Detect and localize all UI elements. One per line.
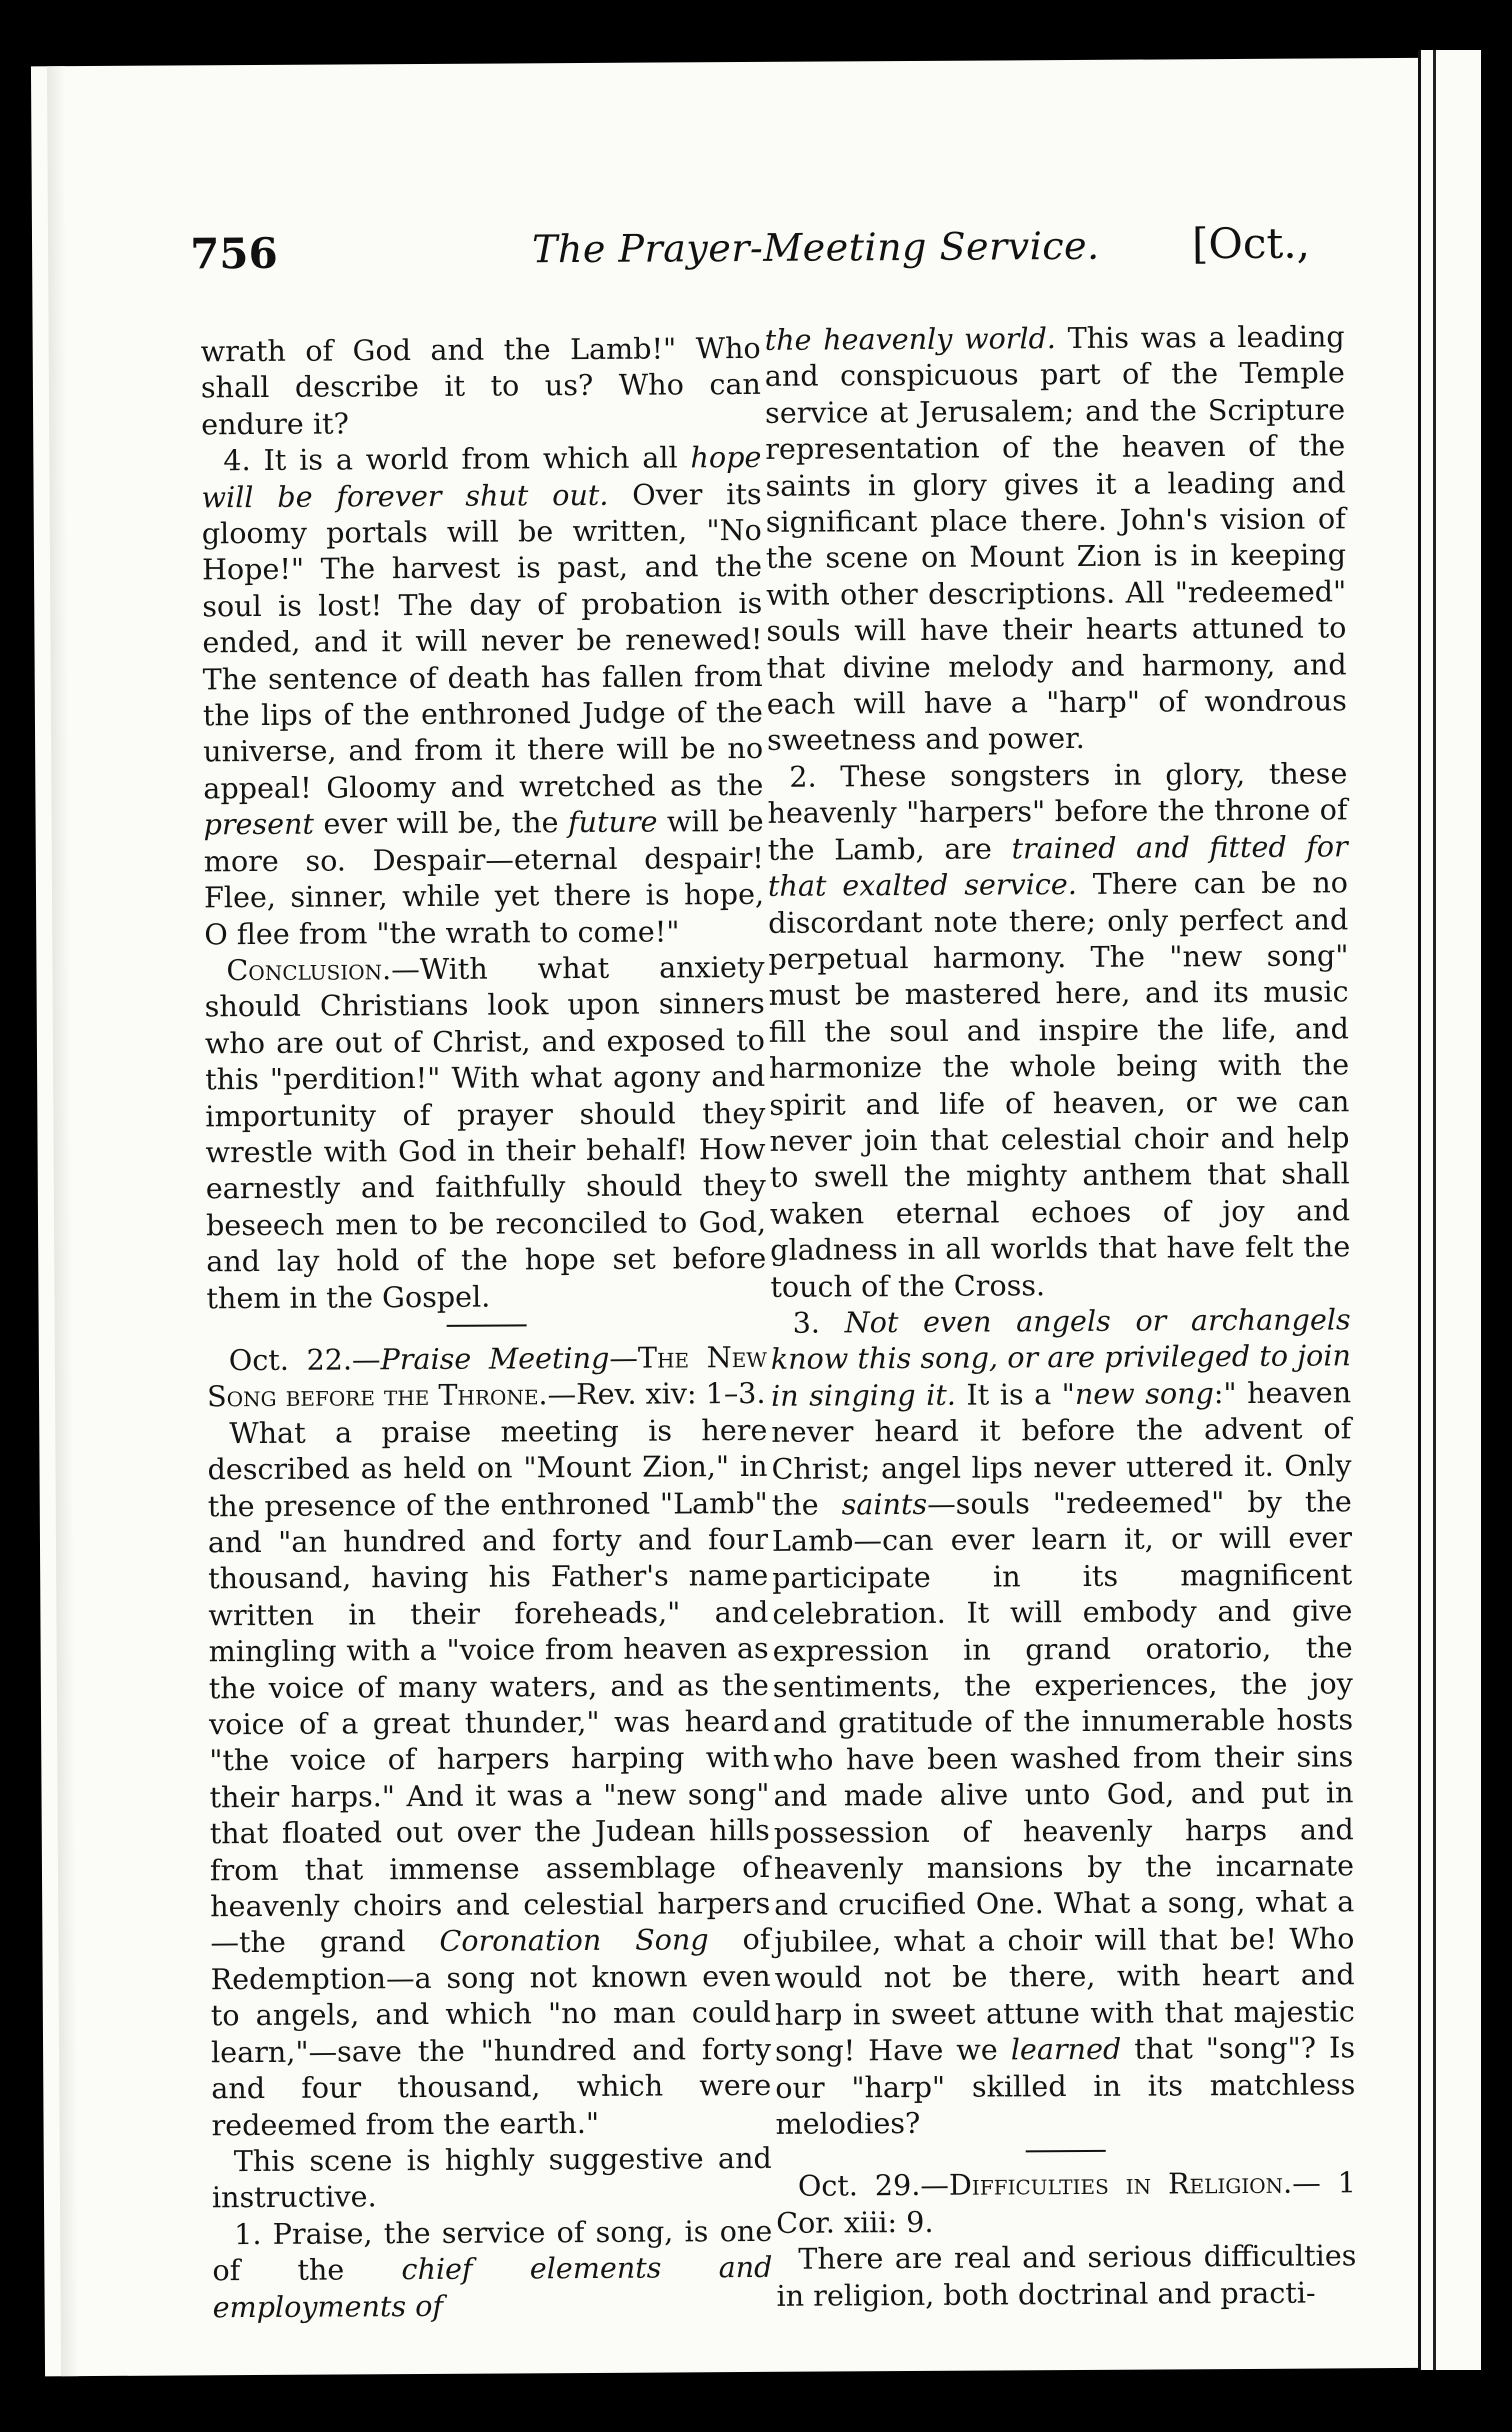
paragraph: 4. It is a world from which all hope will be forever shut out. Over its gloomy portals will be written, "No Hope!" The harvest is past, and the soul is lost! The day of probation is ended, and it will never be renewed! The sentence of death has fallen from the lips of the enthroned Judge of the universe, and from it there will be no appeal! Gloomy and wretched as the present ever will be, the future will be more so. Despair—eternal despair! Flee, sinner, while yet there is hope, O flee from "the wrath to come!": [201, 440, 765, 951]
page-gutter-shadow: [47, 66, 79, 2376]
paragraph: There are real and serious difficulties in religion, both doctrinal and practi-: [776, 2238, 1357, 2313]
running-title: The Prayer-Meeting Service.: [531, 223, 1100, 272]
paragraph: 1. Praise, the service of song, is one of the chief elements and employments of: [212, 2213, 773, 2324]
paragraph: What a praise meeting is here described as held on "Mount Zion," in the presence of the enthroned "Lamb" and "an hundred and forty and four thousand, having his Father's name written in their foreheads," and mingling with a "voice from heaven as the voice of many waters, and as the voice of a great thunder," was heard "the voice of harpers harping with their harps." And it was a "new song" that floated out over the Judean hills from that immense assemblage of heavenly choirs and celestial harpers—the grand Coronation Song of Redemption—a song not known even to angels, and which "no man could learn,"—save the "hundred and forty and four thousand, which were redeemed from the earth.": [207, 1412, 772, 2142]
section-heading-oct-29: Oct. 29.—Difficulties in Religion.— 1 Cor. xiii: 9.: [776, 2165, 1357, 2240]
section-divider: [447, 1324, 527, 1326]
running-header: [32, 208, 1452, 287]
next-page-edge: [1418, 50, 1481, 2370]
paragraph: This scene is highly suggestive and instructive.: [211, 2140, 772, 2215]
book-page: [31, 58, 1465, 2377]
paragraph: the heavenly world. This was a leading and conspicuous part of the Temple service at Jerusalem; and the Scripture representation of the heaven of the saints in glory gives it a leading and significant place there. John's vision of the scene on Mount Zion is in keeping with other descriptions. All "redeemed" souls will have their hearts attuned to that divine melody and harmony, and each will have a "harp" of wondrous sweetness and power.: [764, 319, 1347, 758]
right-column: [765, 318, 1357, 2313]
paragraph: 2. These songsters in glory, these heavenly "harpers" before the throne of the Lamb, are trained and fitted for that exalted service. There can be no discordant note there; only perfect and perpetual harmony. The "new song" must be mastered here, and its music fill the soul and inspire the life, and harmonize the whole being with the spirit and life of heaven, or we can never join that celestial choir and help to swell the mighty anthem that shall waken eternal echoes of joy and gladness in all worlds that have felt the touch of the Cross.: [767, 756, 1351, 1304]
section-divider: [1026, 2150, 1106, 2152]
paragraph: wrath of God and the Lamb!" Who shall describe it to us? Who can endure it?: [200, 330, 762, 442]
running-month: [Oct.,: [1191, 218, 1311, 269]
page-number: 756: [189, 228, 278, 279]
conclusion-paragraph: Conclusion.—With what anxiety should Christians look upon sinners who are out of Christ, and exposed to this "perdition!" With what agony and importunity of prayer should they wrestle with God in their behalf! How earnestly and faithfully should they beseech men to be reconciled to God, and lay hold of the hope set before them in the Gospel.: [204, 949, 767, 1315]
paragraph: 3. Not even angels or archangels know this song, or are privileged to join in singing it. It is a "new song:" heaven never heard it before the advent of Christ; angel lips never uttered it. Only the saints—souls "redeemed" by the Lamb—can ever learn it, or will ever participate in its magnificent celebration. It will embody and give expression in grand oratorio, the sentiments, the experiences, the joy and gratitude of the innumerable hosts who have been washed from their sins and made alive unto God, and put in possession of heavenly harps and heavenly mansions by the incarnate and crucified One. What a song, what a jubilee, what a choir will that be! Who would not be there, with heart and harp in sweet attune with that majestic song! Have we learned that "song"? Is our "harp" skilled in its matchless melodies?: [770, 1302, 1356, 2141]
left-column: [201, 330, 773, 2325]
section-heading-oct-22: Oct. 22.—Praise Meeting—The New Song before the Throne.—Rev. xiv: 1–3.: [206, 1339, 767, 1414]
